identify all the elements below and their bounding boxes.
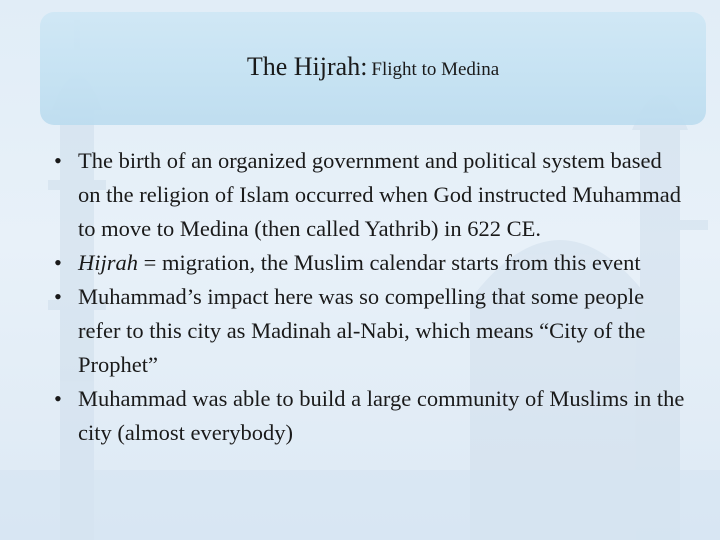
bullet-text: = migration, the Muslim calendar starts from this event [138,250,641,275]
bullet-list [48,144,688,450]
title-subtitle: Flight to Medina [371,59,500,80]
slide-title [40,52,706,82]
bullet-lead-term: Hijrah [78,250,139,275]
bullet-text: Muhammad’s impact here was so compelling that some people refer to this city as Madinah al-Nabi, which means “City of the Prophet” [78,284,646,377]
bullet-text: The birth of an organized government and political system based on the religion of Islam occurred when God instructed Muhammad to move to Medina (then called Yathrib) in 622 CE. [78,148,681,241]
bullet-item [48,144,688,246]
bullet-text: Muhammad was able to build a large community of Muslims in the city (almost everybody) [78,386,685,445]
bullet-item [48,280,688,382]
bullet-item [48,246,688,280]
bullet-item [48,382,688,450]
title-main: The Hijrah: [246,52,368,81]
